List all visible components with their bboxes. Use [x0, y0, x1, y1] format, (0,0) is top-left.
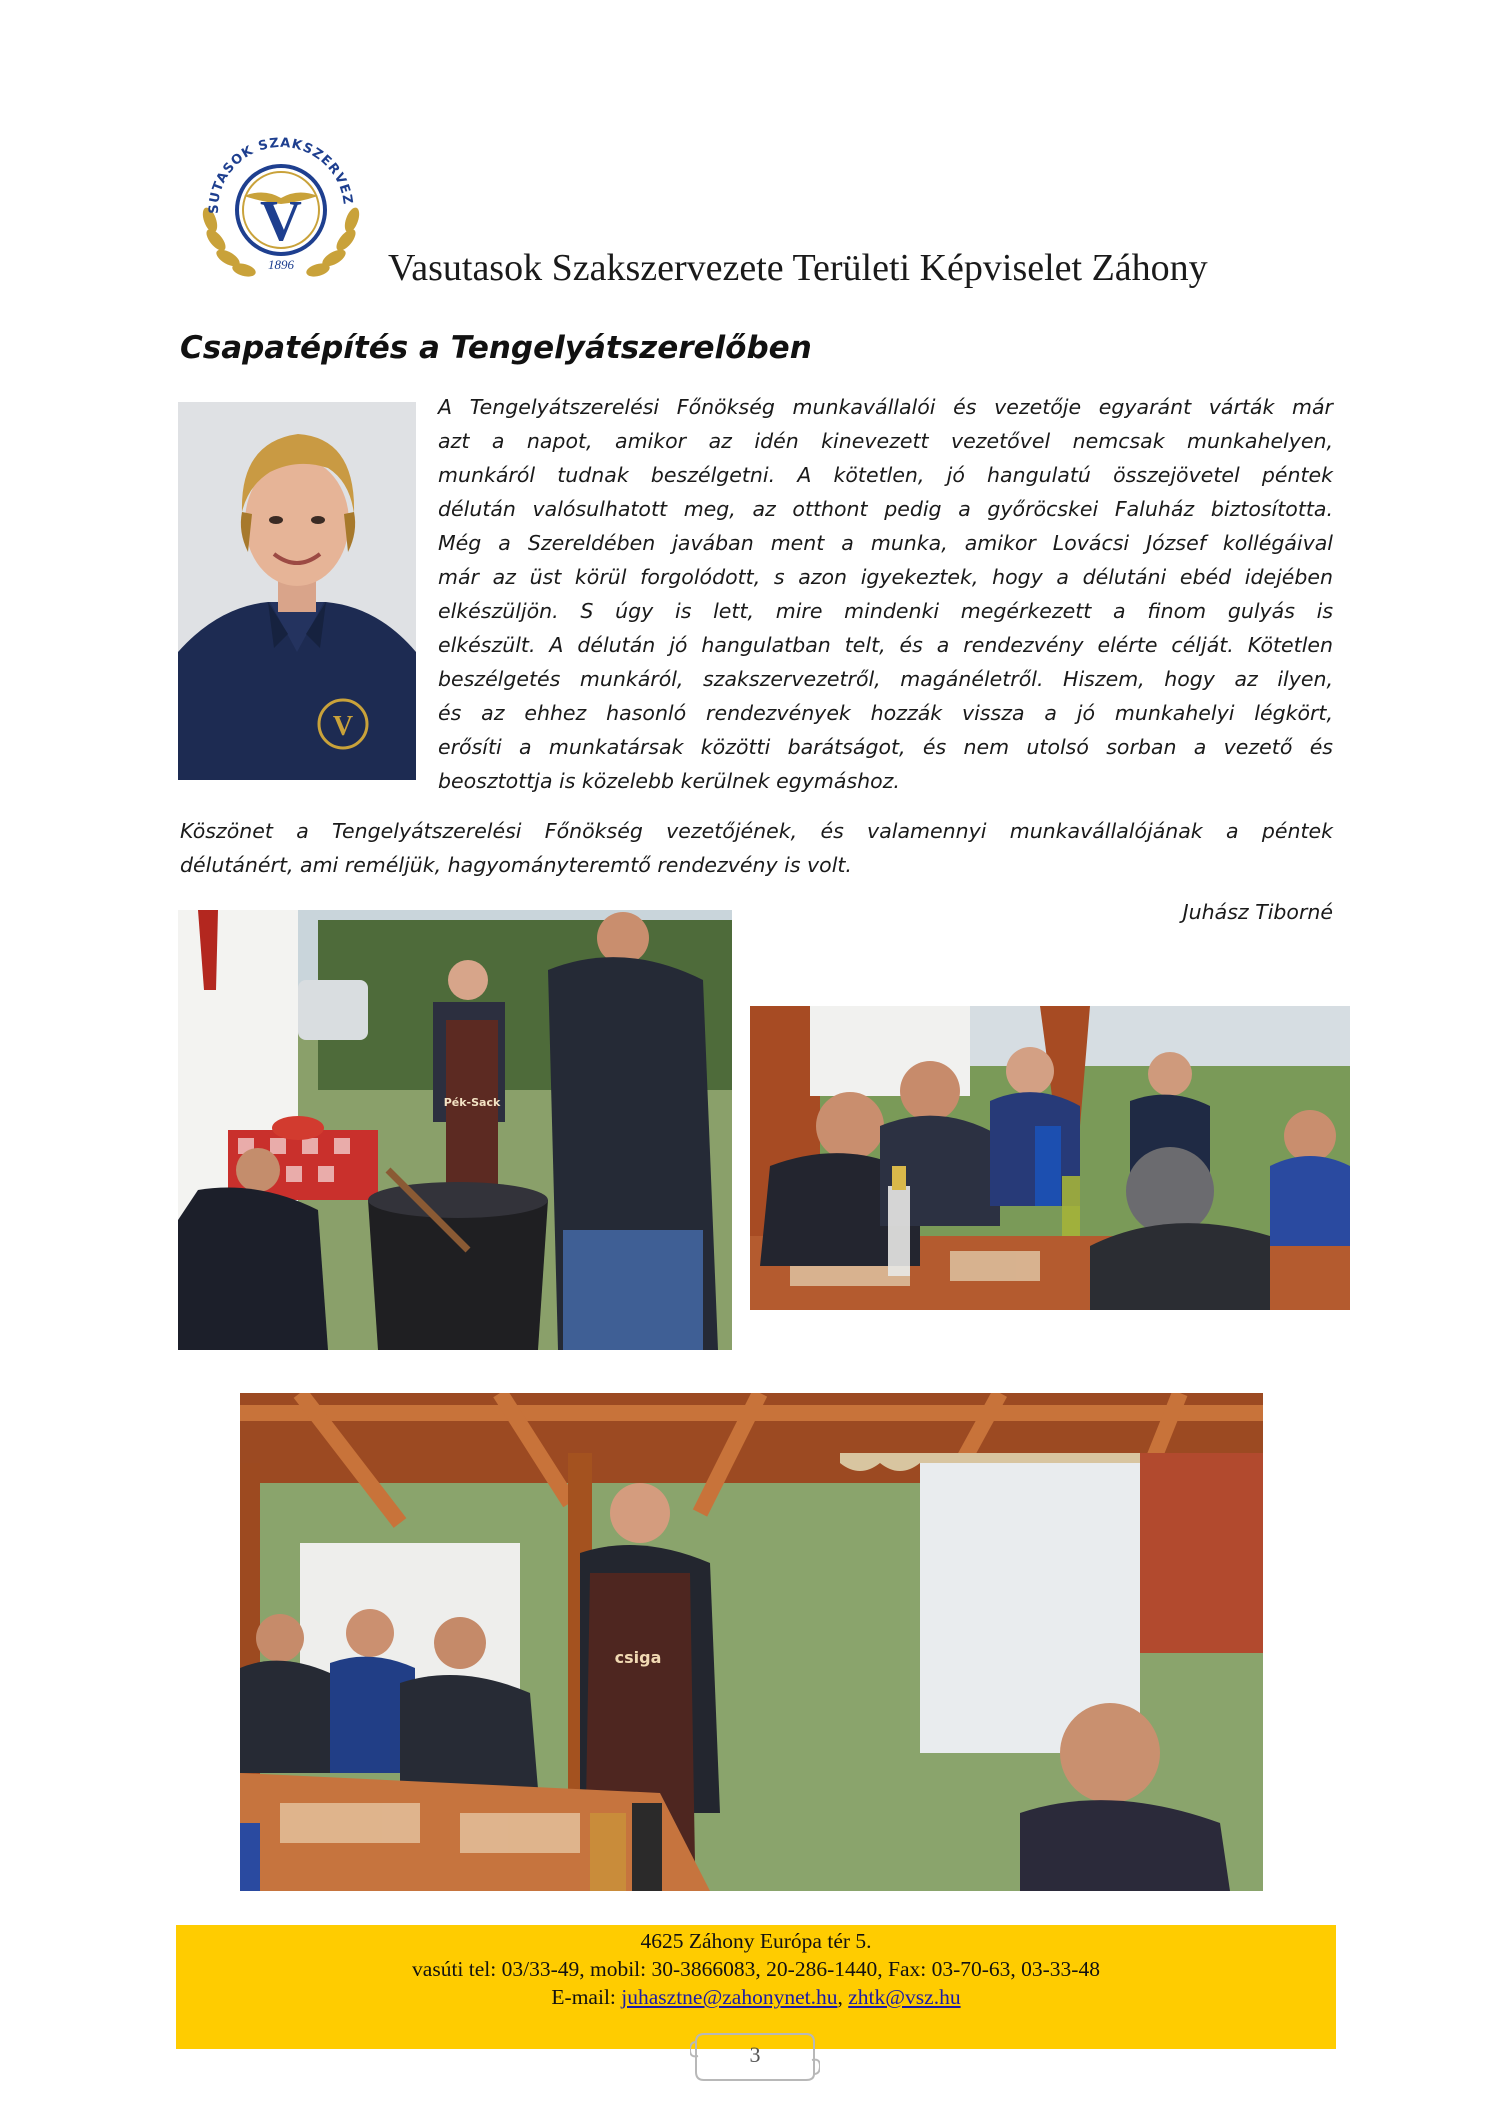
article-author: Juhász Tiborné: [1182, 900, 1333, 924]
pavilion-photo: [240, 1393, 1263, 1891]
svg-text:csiga: csiga: [614, 1648, 662, 1667]
page-number: 3: [749, 2042, 761, 2067]
email-link-1[interactable]: juhasztne@zahonynet.hu: [621, 1985, 838, 2009]
logo-emblem-letter: V: [260, 188, 302, 253]
footer-address: 4625 Záhony Európa tér 5.: [640, 1929, 872, 1953]
table-photo: [750, 1006, 1350, 1310]
cooking-photo: [178, 910, 732, 1350]
text-line: erősíti a munkatársak közötti barátságot, és nem utolsó sorban a vezető és: [438, 735, 1333, 759]
text-line: munkáról tudnak beszélgetni. A kötetlen, jó hangulatú összejövetel péntek: [438, 463, 1333, 487]
apron-text: Pék-Sack: [443, 1096, 501, 1109]
article-closing: [180, 814, 1333, 882]
page-number-scroll: [690, 2030, 820, 2084]
logo-top-text: SUTASOK SZAKSZERVEZ: [206, 135, 355, 215]
union-logo: [188, 110, 374, 284]
email-separator: ,: [837, 1985, 843, 2009]
text-line: délutánért, ami reméljük, hagyományteremtő rendezvény is volt.: [180, 853, 852, 877]
article-title: Csapatépítés a Tengelyátszerelőben: [180, 330, 812, 366]
text-line: A Tengelyátszerelési Főnökség munkavállalói és vezetője egyaránt várták már: [438, 395, 1333, 419]
svg-text:V: V: [332, 711, 354, 742]
portrait-photo: [178, 402, 416, 780]
article-body: [438, 390, 1333, 798]
text-line: és az ehhez hasonló rendezvények hozzák vissza a jó munkahelyi légkört,: [438, 701, 1333, 725]
text-line: elkészült. A délután jó hangulatban telt, és a rendezvény elérte célját. Kötetlen: [438, 633, 1333, 657]
logo-year: 1896: [268, 257, 294, 272]
text-line: Köszönet a Tengelyátszerelési Főnökség vezetőjének, és valamennyi munkavállalójának a péntek: [180, 819, 1333, 843]
text-line: azt a napot, amikor az idén kinevezett vezetővel nemcsak munkahelyen,: [438, 429, 1333, 453]
email-link-2[interactable]: zhtk@vsz.hu: [848, 1985, 961, 2009]
text-line: beosztottja is közelebb kerülnek egymáshoz.: [438, 769, 900, 793]
text-line: elkészüljön. S úgy is lett, mire mindenki megérkezett a finom gulyás is: [438, 599, 1333, 623]
text-line: már az üst körül forgolódott, s azon igyekeztek, hogy a délutáni ebéd idejében: [438, 565, 1333, 589]
text-line: Még a Szereldében javában ment a munka, amikor Lovácsi József kollégáival: [438, 531, 1333, 555]
organization-title: Vasutasok Szakszervezete Területi Képviselet Záhony: [388, 247, 1208, 289]
footer-phones: vasúti tel: 03/33-49, mobil: 30-3866083, 20-286-1440, Fax: 03-70-63, 03-33-48: [412, 1957, 1100, 1981]
text-line: délután valósulhatott meg, az otthont pedig a győröcskei Faluház biztosította.: [438, 497, 1333, 521]
email-label: E-mail:: [551, 1985, 616, 2009]
text-line: beszélgetés munkáról, szakszervezetről, magánéletről. Hiszem, hogy az ilyen,: [438, 667, 1333, 691]
footer-email-line: [176, 1985, 1336, 2010]
